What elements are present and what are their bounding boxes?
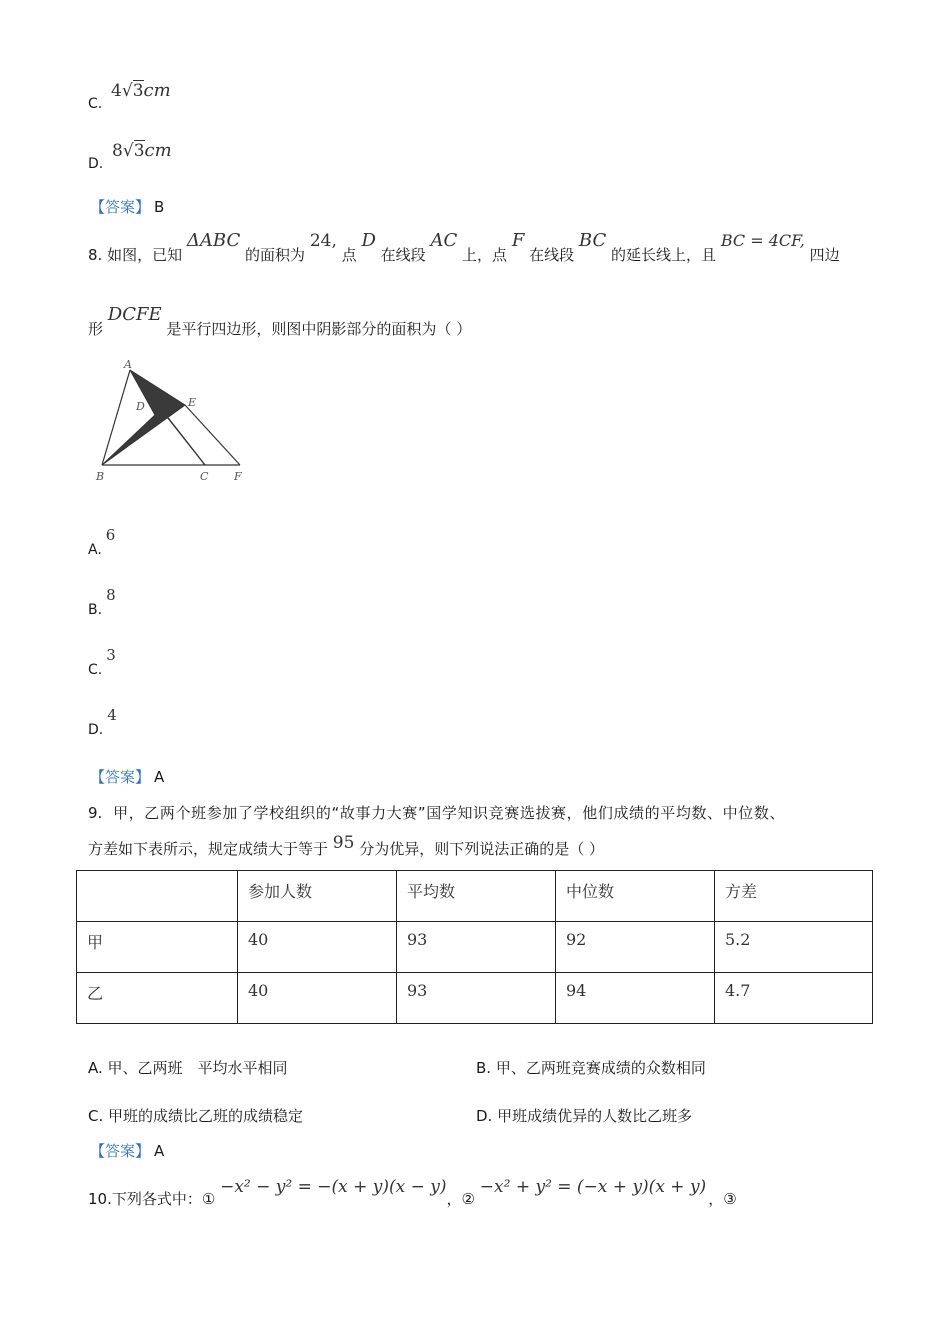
q8-math-area: 24,: [309, 231, 337, 251]
q8-math-bc: BC: [578, 230, 607, 251]
answer-value: A: [154, 768, 165, 786]
option-label: C.: [88, 662, 103, 678]
table-header-cell: 参加人数: [238, 871, 397, 922]
table-header-cell: 方差: [715, 871, 873, 922]
table-row: [77, 922, 873, 973]
q8-figure: [92, 360, 252, 485]
q9-math-95: 95: [332, 833, 355, 853]
label-a: A: [124, 360, 132, 371]
q8-text: 在线段: [529, 246, 575, 264]
q9-line1: [88, 802, 785, 823]
q8-text: 点: [341, 246, 357, 264]
option-label: A.: [88, 542, 102, 558]
q8-math-eq: BC = 4CF,: [720, 231, 805, 250]
table-header-cell: [77, 871, 238, 922]
sqrt-icon: √: [122, 141, 134, 161]
q10-expr-1: −x² − y² = −(x + y)(x − y): [220, 1177, 447, 1197]
table-cell: 甲: [77, 922, 238, 973]
segment-dc: [162, 410, 205, 465]
option-d: [88, 140, 172, 172]
table-header-cell: 中位数: [556, 871, 715, 922]
q9-text: 分为优异，则下列说法正确的是（ ）: [359, 840, 604, 858]
q8-text: 上，点: [462, 246, 508, 264]
q10-text: 下列各式中：①: [111, 1190, 216, 1208]
option-coef: 4: [111, 81, 122, 101]
option-label: D.: [88, 722, 104, 738]
table-cell: 乙: [77, 973, 238, 1024]
option-value: 4: [107, 706, 117, 724]
option-radicand: 3: [133, 141, 145, 161]
q9-answer: [90, 1140, 164, 1161]
q8-text: 在线段: [380, 246, 426, 264]
table-cell: 40: [238, 973, 397, 1024]
q8-line2: [88, 304, 472, 338]
q8-math-triangle: ΔABC: [186, 230, 241, 251]
table-cell: 92: [556, 922, 715, 973]
answer-value: B: [154, 198, 165, 216]
label-f: F: [234, 470, 242, 483]
shaded-region: [102, 370, 185, 465]
q10-sep: ，③: [708, 1190, 737, 1208]
q8-option-d: [88, 706, 117, 738]
q8-line1: [88, 230, 840, 264]
q8-text: 如图，已知: [107, 246, 183, 264]
q10-line: [88, 1176, 737, 1208]
q8-text: 的延长线上，且: [611, 246, 717, 264]
option-label: B.: [476, 1059, 492, 1077]
q10-number: 10.: [88, 1190, 112, 1208]
answer-tag: 【答案】: [90, 198, 151, 216]
label-c: C: [200, 470, 209, 483]
segment-ab: [102, 370, 130, 465]
table-cell: 40: [238, 922, 397, 973]
q8-math-d: D: [361, 230, 376, 251]
answer-tag: 【答案】: [90, 1142, 151, 1160]
q8-option-b: [88, 586, 116, 618]
answer-tag: 【答案】: [90, 768, 151, 786]
option-label: B.: [88, 602, 103, 618]
option-value: 8: [106, 586, 116, 604]
option-text: 甲、乙两班 平均水平相同: [107, 1059, 288, 1077]
answer-value: A: [154, 1142, 165, 1160]
table-row: [77, 973, 873, 1024]
table-cell: 93: [397, 973, 556, 1024]
option-unit: cm: [143, 80, 171, 101]
score-table: [76, 870, 873, 1024]
q8-text: 是平行四边形，则图中阴影部分的面积为（ ）: [166, 320, 472, 338]
segment-ef: [185, 405, 240, 465]
option-text: 甲班成绩优异的人数比乙班多: [497, 1107, 693, 1125]
table-header-cell: 平均数: [397, 871, 556, 922]
q9-line2: [88, 832, 604, 858]
q9-option-a: [88, 1057, 288, 1078]
table-cell: 94: [556, 973, 715, 1024]
sqrt-icon: √: [121, 81, 133, 101]
q9-option-c: [88, 1105, 303, 1126]
option-label: A.: [88, 1059, 103, 1077]
q8-text: 的面积为: [245, 246, 306, 264]
option-label: C.: [88, 96, 103, 112]
q9-text: 甲，乙两个班参加了学校组织的“故事力大赛”国学知识竞赛选拔赛，他们成绩的平均数、中位数、: [113, 804, 786, 822]
table-cell: 4.7: [715, 973, 873, 1024]
q10-sep: ，②: [446, 1190, 475, 1208]
label-d: D: [136, 400, 145, 413]
option-value: 6: [105, 526, 116, 544]
option-value: 3: [106, 646, 116, 664]
option-label: C.: [88, 1107, 104, 1125]
table-cell: 93: [397, 922, 556, 973]
q8-math-dcfe: DCFE: [107, 304, 162, 325]
option-label: D.: [476, 1107, 493, 1125]
q8-math-f: F: [511, 230, 525, 251]
label-e: E: [188, 396, 197, 409]
label-b: B: [96, 470, 105, 483]
q8-answer: [90, 766, 164, 787]
option-unit: cm: [144, 140, 172, 161]
q8-option-c: [88, 646, 116, 678]
answer-prev: [90, 196, 164, 217]
q10-expr-2: −x² + y² = (−x + y)(x + y): [479, 1177, 707, 1197]
option-text: 甲、乙两班竞赛成绩的众数相同: [495, 1059, 706, 1077]
table-header-row: [77, 871, 873, 922]
q9-number: 9.: [88, 804, 103, 822]
option-label: D.: [88, 156, 104, 172]
table-cell: 5.2: [715, 922, 873, 973]
q8-text: 四边: [809, 246, 840, 264]
q9-option-d: [476, 1105, 692, 1126]
option-text: 甲班的成绩比乙班的成绩稳定: [108, 1107, 304, 1125]
q8-option-a: [88, 526, 116, 558]
q8-number: 8.: [88, 246, 103, 264]
q9-option-b: [476, 1057, 706, 1078]
option-coef: 8: [112, 141, 123, 161]
q8-math-ac: AC: [430, 230, 458, 251]
q9-text: 方差如下表所示，规定成绩大于等于: [88, 840, 329, 858]
option-radicand: 3: [132, 81, 144, 101]
q8-text: 形: [88, 320, 104, 338]
option-c: [88, 80, 171, 112]
